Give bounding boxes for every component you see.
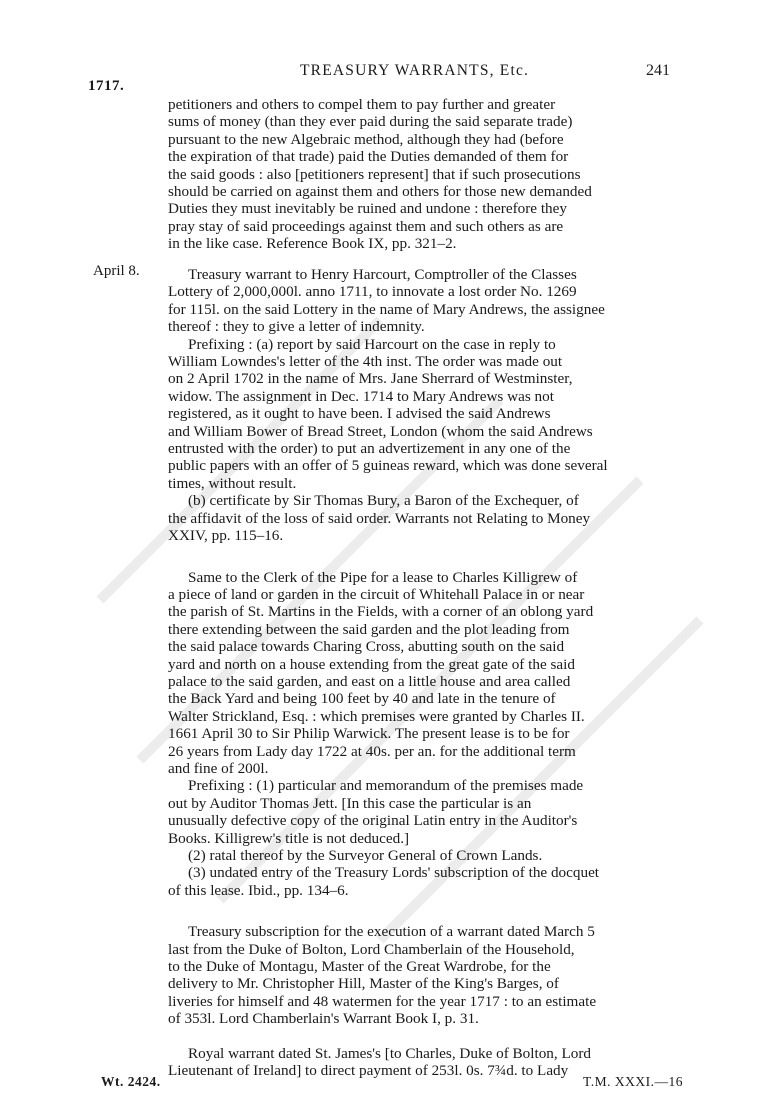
paragraph-gap <box>168 899 678 923</box>
page-number: 241 <box>646 62 670 79</box>
text-line: the said goods : also [petitioners represent] that if such prosecutions <box>168 165 581 183</box>
footer-print-code: Wt. 2424. <box>101 1074 161 1089</box>
paragraph-prefixing-report <box>168 336 678 493</box>
text-line: should be carried on against them and others for those new demanded <box>168 183 592 201</box>
text-line: Prefixing : (a) report by said Harcourt on the case in reply to <box>188 335 556 353</box>
text-line: out by Auditor Thomas Jett. [In this case the particular is an <box>168 794 532 812</box>
paragraph-gap <box>168 545 678 569</box>
text-line: of 353l. Lord Chamberlain's Warrant Book I, p. 31. <box>168 1010 479 1028</box>
text-line: Treasury warrant to Henry Harcourt, Comptroller of the Classes <box>188 266 577 283</box>
text-line: widow. The assignment in Dec. 1714 to Mary Andrews was not <box>168 387 554 405</box>
text-line: Lieutenant of Ireland] to direct payment of 253l. 0s. 7¾d. to Lady <box>168 1062 569 1080</box>
text-line: Lottery of 2,000,000l. anno 1711, to innovate a lost order No. 1269 <box>168 283 577 301</box>
text-line: pray stay of said proceedings against them and such others as are <box>168 217 564 235</box>
footer-signature: T.M. XXXI.—16 <box>583 1074 683 1089</box>
text-line: in the like case. Reference Book IX, pp. 321–2. <box>168 235 457 253</box>
text-line: Royal warrant dated St. James's [to Charles, Duke of Bolton, Lord <box>188 1044 592 1062</box>
text-line: public papers with an offer of 5 guineas reward, which was done several <box>168 457 608 475</box>
text-block <box>168 96 678 253</box>
text-line: (b) certificate by Sir Thomas Bury, a Baron of the Exchequer, of <box>188 492 579 510</box>
paragraph-petition-end <box>168 96 678 253</box>
paragraph-harcourt-warrant <box>168 266 678 336</box>
text-line: yard and north on a house extending from the great gate of the said <box>168 655 575 673</box>
text-line: times, without result. <box>168 474 297 492</box>
text-line: delivery to Mr. Christopher Hill, Master of the King's Barges, of <box>168 975 559 993</box>
text-line: (3) undated entry of the Treasury Lords' subscription of the docquet <box>188 864 600 882</box>
paragraph-killigrew-lease <box>168 569 678 778</box>
text-line: Walter Strickland, Esq. : which premises were granted by Charles II. <box>168 707 585 725</box>
text-line: unusually defective copy of the original Latin entry in the Auditor's <box>168 812 578 830</box>
paragraph-treasury-subscription <box>168 923 678 1027</box>
text-line: a piece of land or garden in the circuit of Whitehall Palace in or near <box>168 585 585 603</box>
running-head: TREASURY WARRANTS, Etc. <box>300 62 530 79</box>
text-line: there extending between the said garden and the plot leading from <box>168 620 570 638</box>
text-line: for 115l. on the said Lottery in the name of Mary Andrews, the assignee <box>168 300 605 318</box>
text-line: and William Bower of Bread Street, London (whom the said Andrews <box>168 422 593 440</box>
text-line: sums of money (than they ever paid during the said separate trade) <box>168 113 573 131</box>
text-line: on 2 April 1702 in the name of Mrs. Jane Sherrard of Westminster, <box>168 370 573 388</box>
text-line: last from the Duke of Bolton, Lord Chamberlain of the Household, <box>168 940 575 958</box>
text-line: XXIV, pp. 115–16. <box>168 527 284 545</box>
paragraph-prefixing-particular <box>168 777 678 847</box>
text-line: the parish of St. Martins in the Fields, with a corner of an oblong yard <box>168 603 594 621</box>
paragraph-gap <box>168 1028 678 1045</box>
paragraph-certificate <box>168 492 678 544</box>
text-line: and fine of 200l. <box>168 759 269 777</box>
year-label: 1717. <box>88 78 125 94</box>
text-line: Prefixing : (1) particular and memorandum of the premises made <box>188 777 584 795</box>
text-line: registered, as it ought to have been. I advised the said Andrews <box>168 405 551 423</box>
text-line: the affidavit of the loss of said order. Warrants not Relating to Money <box>168 509 591 527</box>
text-line: to the Duke of Montagu, Master of the Great Wardrobe, for the <box>168 958 551 976</box>
text-line: William Lowndes's letter of the 4th inst. The order was made out <box>168 353 563 371</box>
text-line: of this lease. Ibid., pp. 134–6. <box>168 881 349 899</box>
text-line: 1661 April 30 to Sir Philip Warwick. The present lease is to be for <box>168 725 570 743</box>
text-line: entrusted with the order) to put an advertizement in any one of the <box>168 440 571 458</box>
text-line: thereof : they to give a letter of indemnity. <box>168 318 425 336</box>
text-line: 26 years from Lady day 1722 at 40s. per an. for the additional term <box>168 742 576 760</box>
paragraph-ratal <box>168 847 678 864</box>
paragraph-docquet <box>168 864 678 899</box>
text-line: Duties they must inevitably be ruined and undone : therefore they <box>168 200 567 218</box>
text-line: the Back Yard and being 100 feet by 40 and late in the tenure of <box>168 690 556 708</box>
text-line: pursuant to the new Algebraic method, although they had (before <box>168 130 564 148</box>
text-line: (2) ratal thereof by the Surveyor General of Crown Lands. <box>188 847 543 864</box>
text-line: the expiration of that trade) paid the Duties demanded of them for <box>168 148 569 166</box>
text-line: Books. Killigrew's title is not deduced.] <box>168 829 410 847</box>
text-line: liveries for himself and 48 watermen for the year 1717 : to an estimate <box>168 992 597 1010</box>
text-block <box>168 266 678 1079</box>
text-line: Treasury subscription for the execution of a warrant dated March 5 <box>188 923 595 941</box>
text-line: the said palace towards Charing Cross, abutting south on the said <box>168 638 565 656</box>
text-line: palace to the said garden, and east on a little house and area called <box>168 672 571 690</box>
text-line: petitioners and others to compel them to pay further and greater <box>168 96 556 113</box>
margin-date: April 8. <box>93 263 140 279</box>
text-line: Same to the Clerk of the Pipe for a lease to Charles Killigrew of <box>188 568 578 586</box>
